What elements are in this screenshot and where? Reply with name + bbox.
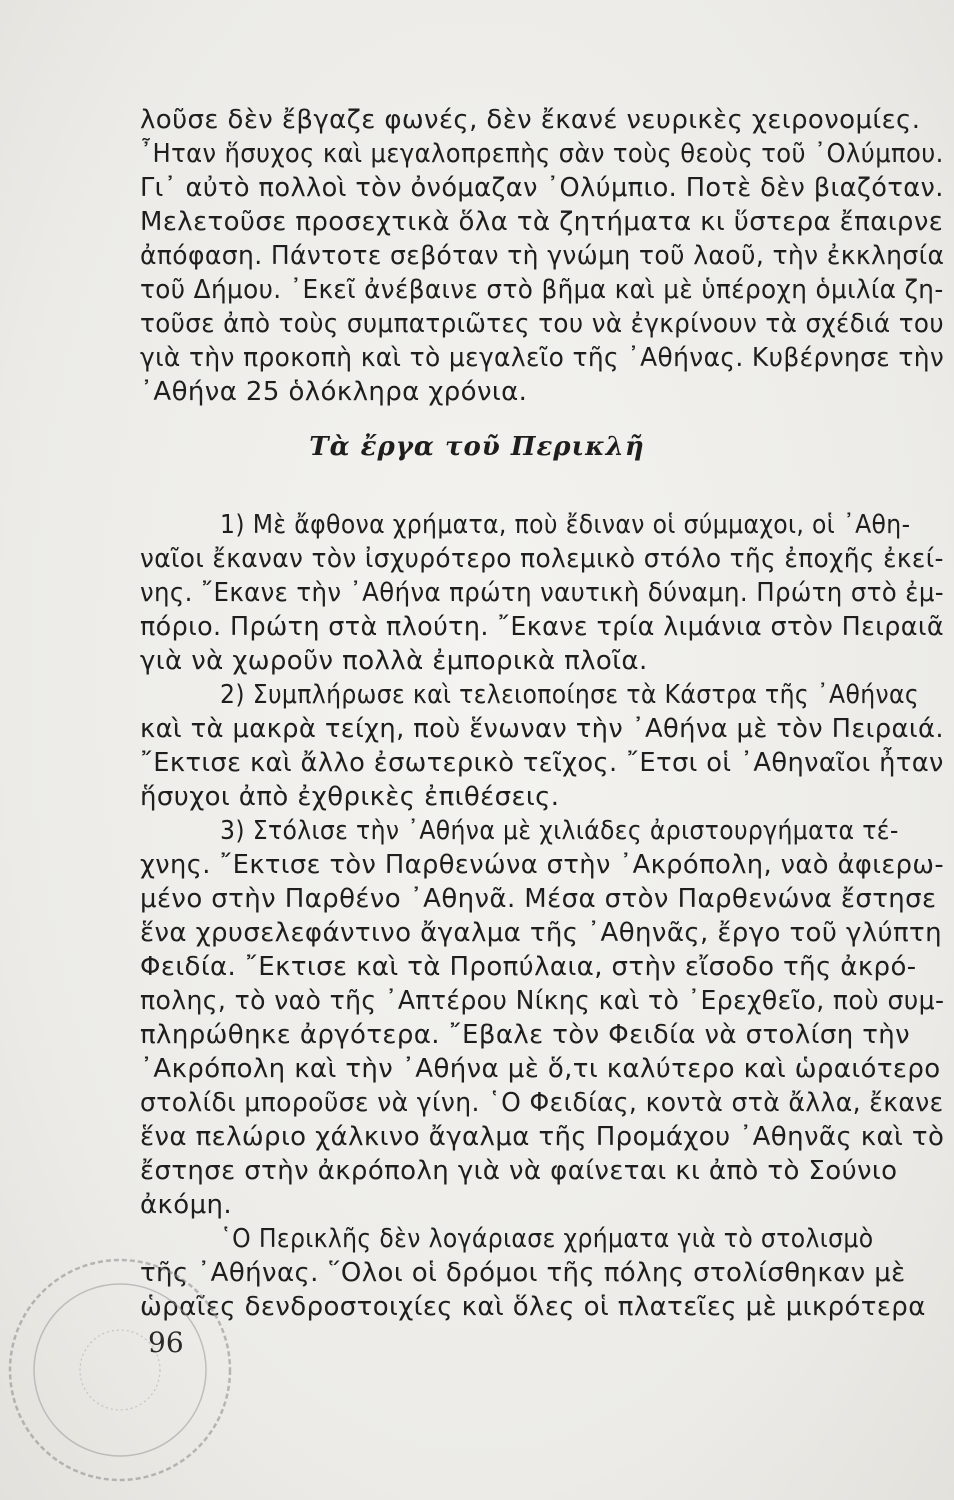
text-line: ἔστησε στὴν ἀκρόπολη γιὰ νὰ φαίνεται κι ἀπὸ τὸ Σούνιο [140, 1156, 898, 1186]
text-line: ῾Ο Περικλῆς δὲν λογάριασε χρήματα γιὰ τὸ στολισμὸ [220, 1224, 874, 1254]
text-line: ἥσυχοι ἀπὸ ἐχθρικὲς ἐπιθέσεις. [140, 782, 560, 812]
text-line: ναῖοι ἔκαναν τὸν ἰσχυρότερο πολεμικὸ στόλο τῆς ἐποχῆς ἐκεί- [140, 544, 944, 574]
text-line: στολίδι μποροῦσε νὰ γίνη. ῾Ο Φειδίας, κοντὰ στὰ ἄλλα, ἔκανε [140, 1088, 944, 1118]
text-line: ᾿Αθήνα 25 ὁλόκληρα χρόνια. [140, 377, 528, 407]
text-line: ἀκόμη. [140, 1190, 233, 1220]
text-line: 2) Συμπλήρωσε καὶ τελειοποίησε τὰ Κάστρα τῆς ᾿Αθήνας [220, 680, 920, 710]
text-line: καὶ τὰ μακρὰ τείχη, ποὺ ἕνωναν τὴν ᾿Αθήνα μὲ τὸν Πειραιά. [140, 714, 944, 744]
text-line: νης. ῎Εκανε τὴν ᾿Αθήνα πρώτη ναυτικὴ δύναμη. Πρώτη στὸ ἐμ- [140, 578, 945, 608]
text-line: Μελετοῦσε προσεχτικὰ ὅλα τὰ ζητήματα κι ὕστερα ἔπαιρνε [140, 207, 944, 237]
text-line: τῆς ᾿Αθήνας. ῞Ολοι οἱ δρόμοι τῆς πόλης στολίσθηκαν μὲ [140, 1258, 906, 1288]
text-line: ᾿Ακρόπολη καὶ τὴν ᾿Αθήνα μὲ ὅ,τι καλύτερο καὶ ὡραιότερο [140, 1054, 941, 1084]
text-line: λοῦσε δὲν ἔβγαζε φωνές, δὲν ἔκανέ νευρικὲς χειρονομίες. [140, 105, 921, 135]
text-line: 3) Στόλισε τὴν ᾿Αθήνα μὲ χιλιάδες ἀριστουργήματα τέ- [220, 816, 899, 846]
library-stamp-icon [0, 1230, 250, 1500]
text-line: πολης, τὸ ναὸ τῆς ᾿Απτέρου Νίκης καὶ τὸ ᾿Ερεχθεῖο, ποὺ συμ- [140, 986, 945, 1016]
text-line: ῏Ηταν ἥσυχος καὶ μεγαλοπρεπὴς σὰν τοὺς θεοὺς τοῦ ᾿Ολύμπου. [140, 139, 944, 169]
text-line: γιὰ τὴν προκοπὴ καὶ τὸ μεγαλεῖο τῆς ᾿Αθήνας. Κυβέρνησε τὴν [140, 343, 945, 373]
text-line: χνης. ῎Εκτισε τὸν Παρθενώνα στὴν ᾿Ακρόπολη, ναὸ ἀφιερω- [140, 850, 945, 880]
text-line: ὡραῖες δενδροστοιχίες καὶ ὅλες οἱ πλατεῖες μὲ μικρότερα [140, 1292, 926, 1322]
text-line: ἀπόφαση. Πάντοτε σεβόταν τὴ γνώμη τοῦ λαοῦ, τὴν ἐκκλησία [140, 241, 945, 271]
text-line: ἕνα χρυσελεφάντινο ἄγαλμα τῆς ᾿Αθηνᾶς, ἔργο τοῦ γλύπτη [140, 918, 942, 948]
text-line: γιὰ νὰ χωροῦν πολλὰ ἐμπορικὰ πλοῖα. [140, 646, 648, 676]
page-number: 96 [148, 1326, 184, 1359]
text-line: ῎Εκτισε καὶ ἄλλο ἐσωτερικὸ τεῖχος. ῎Ετσι οἱ ᾿Αθηναῖοι ἦταν [140, 748, 944, 778]
text-line: ἕνα πελώριο χάλκινο ἄγαλμα τῆς Προμάχου ᾿Αθηνᾶς καὶ τὸ [140, 1122, 945, 1152]
text-line: Φειδία. ῎Εκτισε καὶ τὰ Προπύλαια, στὴν εἴσοδο τῆς ἀκρό- [140, 952, 917, 982]
text-line: μένο στὴν Παρθένο ᾿Αθηνᾶ. Μέσα στὸν Παρθενώνα ἔστησε [140, 884, 937, 914]
text-line: τοῦ Δήμου. ᾿Εκεῖ ἀνέβαινε στὸ βῆμα καὶ μὲ ὑπέροχη ὁμιλία ζη- [140, 275, 944, 305]
text-line: Γι᾿ αὐτὸ πολλοὶ τὸν ὀνόμαζαν ᾿Ολύμπιο. Ποτὲ δὲν βιαζόταν. [140, 173, 944, 203]
text-line: 1) Μὲ ἄφθονα χρήματα, ποὺ ἔδιναν οἱ σύμμαχοι, οἱ ᾿Αθη- [220, 510, 911, 540]
text-line: πόριο. Πρώτη στὰ πλούτη. ῎Εκανε τρία λιμάνια στὸν Πειραιᾶ [140, 612, 944, 642]
text-line: πληρώθηκε ἀργότερα. ῎Εβαλε τὸν Φειδία νὰ στολίση τὴν [140, 1020, 911, 1050]
section-heading: Τὰ ἔργα τοῦ Περικλῆ [309, 432, 645, 462]
text-line: τοῦσε ἀπὸ τοὺς συμπατριῶτες του νὰ ἐγκρίνουν τὰ σχέδιά του [140, 309, 944, 339]
